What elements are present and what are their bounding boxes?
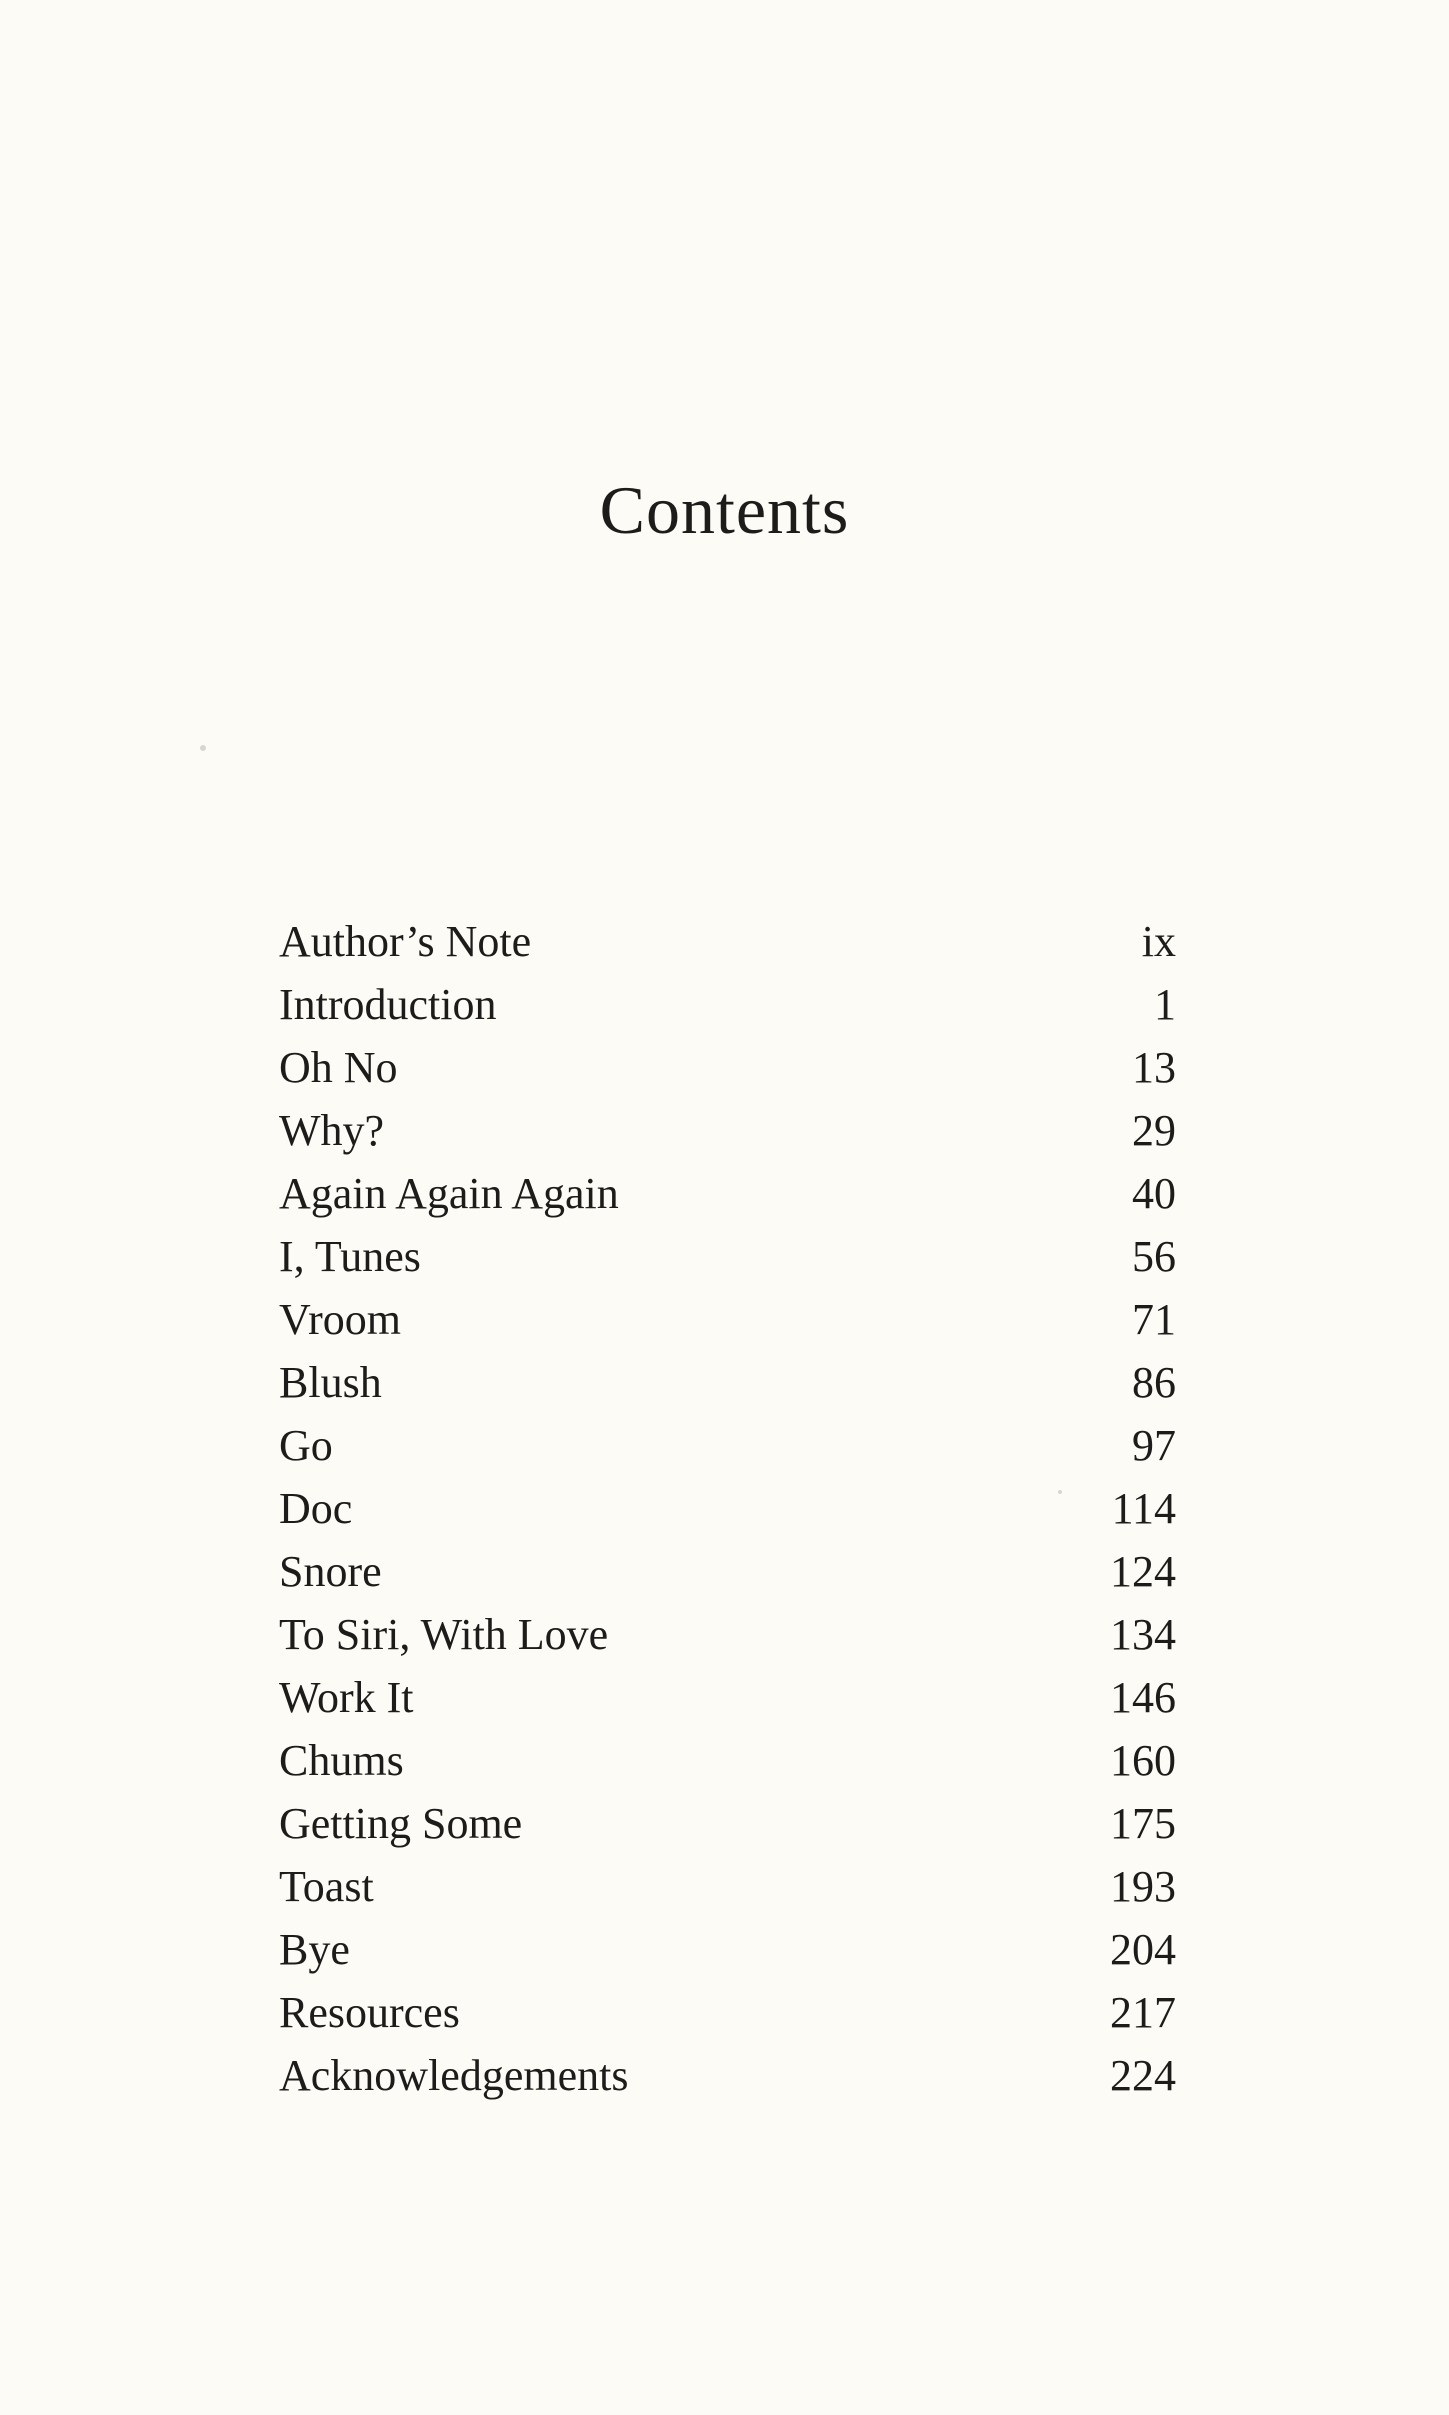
toc-entry <box>279 1792 1176 1855</box>
paper-speck <box>200 745 206 751</box>
toc-entry-label: Getting Some <box>279 1799 523 1848</box>
toc-entry-label: Author’s Note <box>279 917 532 966</box>
toc-entry-page-number: 29 <box>1132 1106 1176 1155</box>
toc-entry-page-number: 56 <box>1132 1232 1176 1281</box>
toc-entry-page-number: ix <box>1141 917 1176 966</box>
toc-entry-page-number: 97 <box>1132 1421 1176 1470</box>
toc-entry <box>279 1918 1176 1981</box>
toc-entry <box>279 973 1176 1036</box>
toc-entry-page-number: 160 <box>1110 1736 1176 1785</box>
toc-entry-page-number: 71 <box>1132 1295 1176 1344</box>
toc-entry-label: Snore <box>279 1547 382 1596</box>
toc-entry-label: Oh No <box>279 1043 398 1092</box>
toc-entry-label: Vroom <box>279 1295 402 1344</box>
paper-speck <box>1058 1490 1062 1494</box>
toc-entry <box>279 1603 1176 1666</box>
toc-entry-page-number: 217 <box>1110 1988 1176 2037</box>
toc-entry-label: Again Again Again <box>279 1169 619 1218</box>
toc-entry <box>279 1099 1176 1162</box>
toc-entry <box>279 1351 1176 1414</box>
toc-entry-page-number: 1 <box>1154 980 1176 1029</box>
toc-entry <box>279 1225 1176 1288</box>
toc-entry-page-number: 114 <box>1111 1484 1176 1533</box>
toc-entry <box>279 1855 1176 1918</box>
toc-entry-page-number: 124 <box>1110 1547 1176 1596</box>
toc-entry <box>279 1162 1176 1225</box>
toc-entry-page-number: 13 <box>1132 1043 1176 1092</box>
toc-entry-label: Resources <box>279 1988 460 2037</box>
toc-entry-label: Toast <box>279 1862 374 1911</box>
toc-entry <box>279 1729 1176 1792</box>
toc-entry <box>279 1477 1176 1540</box>
toc-entry <box>279 2044 1176 2107</box>
toc-entry <box>279 1288 1176 1351</box>
table-of-contents <box>279 910 1176 2107</box>
toc-entry-label: I, Tunes <box>279 1232 421 1281</box>
toc-entry-page-number: 224 <box>1110 2051 1176 2100</box>
toc-entry-page-number: 175 <box>1110 1799 1176 1848</box>
toc-entry-label: Work It <box>279 1673 414 1722</box>
toc-entry-label: Why? <box>279 1106 385 1155</box>
toc-entry <box>279 1981 1176 2044</box>
toc-entry-label: Blush <box>279 1358 382 1407</box>
toc-entry <box>279 910 1176 973</box>
toc-entry-label: Bye <box>279 1925 350 1974</box>
toc-entry <box>279 1666 1176 1729</box>
toc-entry-label: Go <box>279 1421 333 1470</box>
toc-entry-page-number: 204 <box>1110 1925 1176 1974</box>
toc-entry-label: Doc <box>279 1484 353 1533</box>
toc-entry-page-number: 193 <box>1110 1862 1176 1911</box>
toc-entry-page-number: 134 <box>1110 1610 1176 1659</box>
toc-entry-label: Acknowledgements <box>279 2051 629 2100</box>
toc-entry <box>279 1414 1176 1477</box>
toc-entry-page-number: 86 <box>1132 1358 1176 1407</box>
toc-entry-page-number: 40 <box>1132 1169 1176 1218</box>
toc-entry-label: To Siri, With Love <box>279 1610 609 1659</box>
page-title: Contents <box>599 472 850 548</box>
toc-entry <box>279 1540 1176 1603</box>
toc-entry-label: Chums <box>279 1736 404 1785</box>
toc-entry <box>279 1036 1176 1099</box>
toc-entry-label: Introduction <box>279 980 497 1029</box>
toc-entry-page-number: 146 <box>1110 1673 1176 1722</box>
